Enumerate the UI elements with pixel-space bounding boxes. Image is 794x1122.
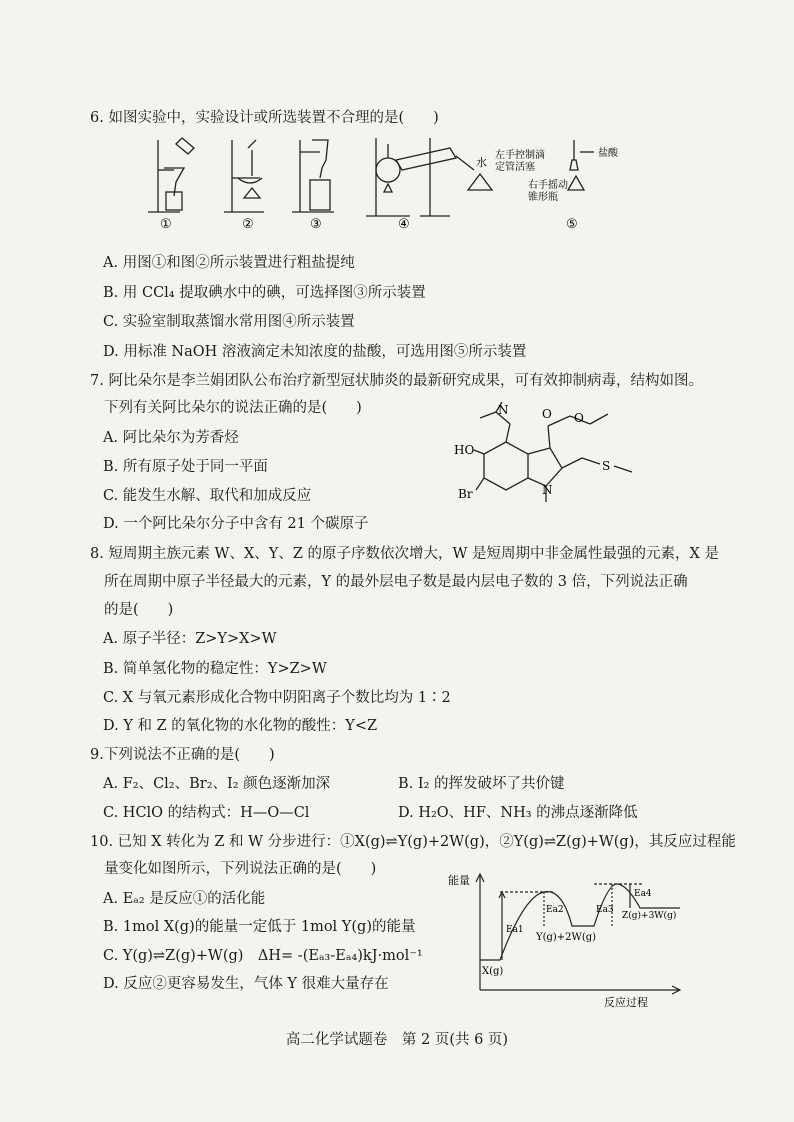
q8-option-a: A. 原子半径：Z>Y>X>W — [103, 631, 277, 647]
q8-stem-line1: 8. 短周期主族元素 W、X、Y、Z 的原子序数依次增大，W 是短周期中非金属性最强的元素，X 是 — [90, 546, 719, 562]
q10-option-a: A. Eₐ₂ 是反应①的活化能 — [103, 891, 266, 907]
q6-fig-label-2: ② — [242, 217, 254, 230]
q7-option-a: A. 阿比朵尔为芳香烃 — [103, 430, 239, 446]
q8-option-b: B. 简单氢化物的稳定性：Y>Z>W — [103, 661, 327, 677]
q6-fig-label-5: ⑤ — [566, 217, 578, 230]
q9-option-c: C. HClO 的结构式：H—O—Cl — [103, 805, 310, 821]
q10-stem-line1: 10. 已知 X 转化为 Z 和 W 分步进行：①X(g)⇌Y(g)+2W(g)，②Y(g)⇌Z(g)+W(g)，其反应过程能 — [90, 834, 736, 850]
q7-atom-o2: O — [574, 411, 584, 425]
q10-label-z: Z(g)+3W(g) — [622, 911, 677, 921]
q7-atom-ho: HO — [454, 443, 475, 457]
q7-atom-s: S — [602, 459, 611, 473]
q10-ea2: Ea2 — [546, 905, 564, 915]
q6-fig-note-left2: 定管活塞 — [495, 162, 535, 173]
q10-option-b: B. 1mol X(g)的能量一定低于 1mol Y(g)的能量 — [103, 919, 416, 935]
page-footer: 高二化学试题卷 第 2 页(共 6 页) — [285, 1032, 509, 1048]
q10-ylabel: 能量 — [448, 874, 470, 887]
q6-fig-note-left1: 左手控制滴 — [495, 150, 545, 161]
q10-energy-diagram — [444, 868, 684, 1008]
q6-option-c: C. 实验室制取蒸馏水常用图④所示装置 — [103, 314, 355, 330]
q7-stem-line2: 下列有关阿比朵尔的说法正确的是( ) — [104, 400, 362, 416]
q9-stem: 9.下列说法不正确的是( ) — [90, 747, 275, 763]
q8-stem-line2: 所在周期中原子半径最大的元素，Y 的最外层电子数是最内层电子数的 3 倍，下列说法正确 — [104, 574, 688, 590]
q7-structure-figure — [450, 402, 650, 522]
q7-stem-line1: 7. 阿比朵尔是李兰娟团队公布治疗新型冠状肺炎的最新研究成果，可有效抑制病毒，结构如图。 — [90, 373, 703, 389]
q6-apparatus-figure — [140, 130, 620, 230]
q6-fig-label-3: ③ — [310, 217, 322, 230]
q8-option-d: D. Y 和 Z 的氧化物的水化物的酸性：Y<Z — [103, 718, 378, 734]
q6-option-a: A. 用图①和图②所示装置进行粗盐提纯 — [103, 255, 355, 271]
q7-atom-n2: N — [542, 483, 553, 497]
q7-option-d: D. 一个阿比朵尔分子中含有 21 个碳原子 — [103, 516, 369, 532]
q10-option-c: C. Y(g)⇌Z(g)+W(g) ΔH= -(Eₐ₃-Eₐ₄)kJ·mol⁻¹ — [103, 948, 423, 964]
q6-option-b: B. 用 CCl₄ 提取碘水中的碘，可选择图③所示装置 — [103, 285, 426, 301]
q10-ea4: Ea4 — [634, 889, 652, 899]
q10-label-x: X(g) — [482, 966, 504, 977]
q7-atom-br: Br — [458, 487, 473, 501]
q10-xlabel: 反应过程 — [604, 996, 648, 1008]
q7-atom-n1: N — [498, 403, 509, 417]
q10-stem-line2: 量变化如图所示，下列说法正确的是( ) — [104, 861, 377, 877]
q6-fig-note-right1: 右手摇动 — [528, 180, 568, 191]
q9-option-b: B. I₂ 的挥发破坏了共价键 — [398, 776, 565, 792]
q6-fig-label-1: ① — [160, 217, 172, 230]
q9-option-d: D. H₂O、HF、NH₃ 的沸点逐渐降低 — [398, 805, 638, 821]
q10-ea1: Ea1 — [506, 925, 524, 935]
q7-atom-o1: O — [542, 407, 552, 421]
q6-fig-label-4: ④ — [398, 217, 410, 230]
q7-option-b: B. 所有原子处于同一平面 — [103, 459, 268, 475]
q6-fig-note-acid: 盐酸 — [598, 148, 618, 159]
q10-ea3: Ea3 — [596, 905, 614, 915]
q8-stem-line3: 的是( ) — [104, 602, 174, 618]
q9-option-a: A. F₂、Cl₂、Br₂、I₂ 颜色逐渐加深 — [103, 776, 331, 792]
q10-label-y: Y(g)+2W(g) — [536, 932, 597, 943]
q8-option-c: C. X 与氧元素形成化合物中阴阳离子个数比均为 1∶2 — [103, 690, 451, 706]
q6-fig-note-right2: 锥形瓶 — [528, 192, 558, 203]
q10-option-d: D. 反应②更容易发生，气体 Y 很难大量存在 — [103, 976, 389, 992]
q6-fig-water-label: 水 — [476, 156, 487, 169]
q6-option-d: D. 用标准 NaOH 溶液滴定未知浓度的盐酸，可选用图⑤所示装置 — [103, 344, 527, 360]
q7-option-c: C. 能发生水解、取代和加成反应 — [103, 488, 312, 504]
q6-stem: 6. 如图实验中，实验设计或所选装置不合理的是( ) — [90, 110, 439, 126]
